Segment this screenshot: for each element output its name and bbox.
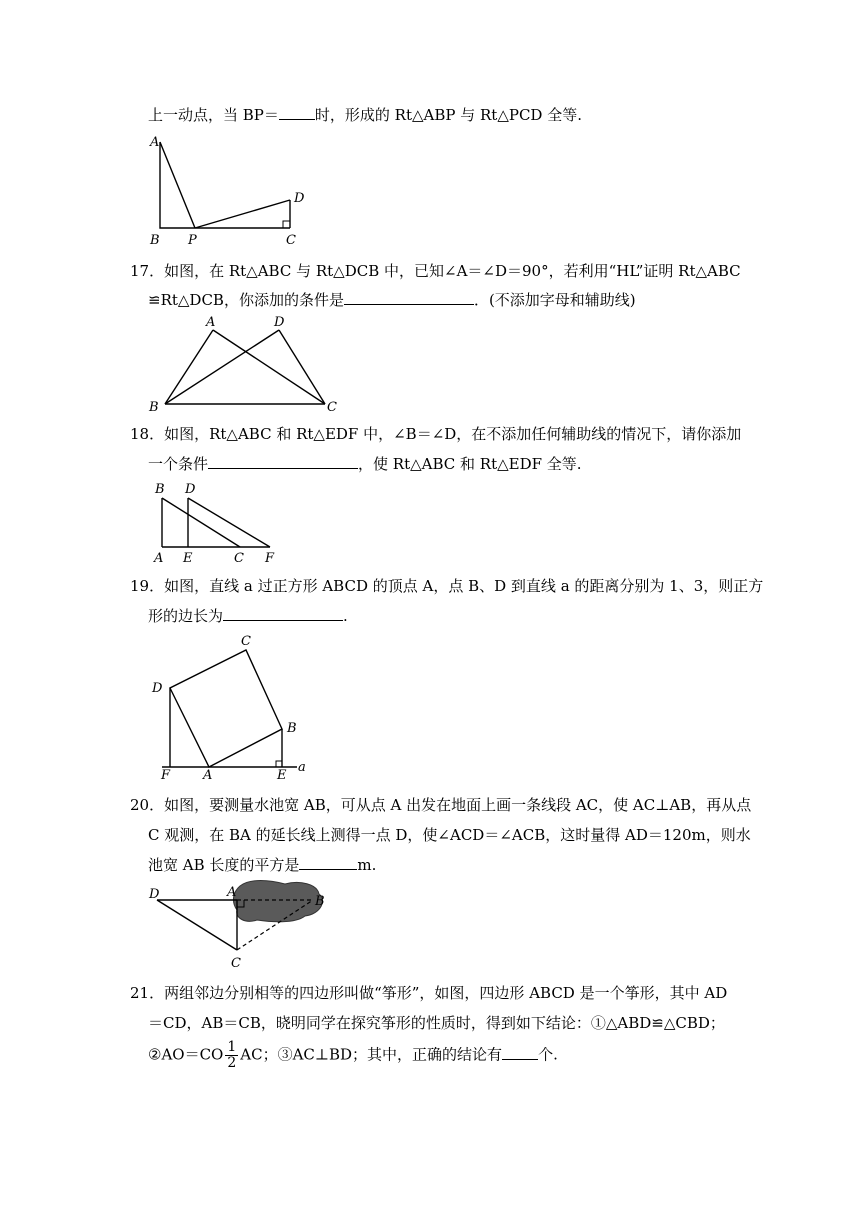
q21-frac-num: 1 [227,1039,237,1055]
q16-text-b: 时，形成的 Rt△ABP 与 Rt△PCD 全等. [314,106,582,124]
q18-label-d: D [185,482,196,497]
q21-frac-den: 2 [227,1055,237,1071]
q18-answer-blank[interactable] [208,454,358,469]
q20-figure [145,876,345,972]
q20-line3-b: m. [357,856,377,874]
q21-line3-c: 个. [538,1045,558,1064]
q17-label-d: D [274,315,285,330]
q20-label-c: C [231,956,241,971]
q18-label-a: A [154,551,164,566]
q16-label-p: P [188,233,197,248]
q17-line1: 17．如图，在 Rt△ABC 与 Rt△DCB 中，已知∠A＝∠D＝90°，若利用“HL”证明 Rt△ABC [130,262,741,280]
q17-figure [140,312,350,414]
q19-label-c: C [241,634,251,649]
q21-line3-a: ②AO＝CO [148,1045,224,1064]
q20-line2: C 观测，在 BA 的延长线上测得一点 D，使∠ACD＝∠ACB，这时量得 AD＝120m，则水 [148,826,751,844]
q19-label-d: D [152,681,163,696]
q17-answer-blank[interactable] [344,290,474,305]
q19-label-line-a: a [298,760,306,775]
q19-line2-a: 形的边长为 [148,607,224,625]
q20-label-d: D [149,887,160,902]
q17-line2-a: ≌Rt△DCB，你添加的条件是 [148,291,344,309]
q20-line1: 20．如图，要测量水池宽 AB，可从点 A 出发在地面上画一条线段 AC，使 AC⊥AB，再从点 [130,796,752,814]
q19-line2-b: . [343,607,348,625]
q17-label-a: A [206,315,216,330]
q16-text [148,104,582,125]
q16-label-b: B [150,233,160,248]
q19-line1: 19．如图，直线 a 过正方形 ABCD 的顶点 A，点 B、D 到直线 a 的距离分别为 1、3，则正方 [130,577,764,595]
q17-line2 [148,289,636,310]
q19-answer-blank[interactable] [223,606,343,621]
q18-line2 [148,453,582,474]
q21-line3-b: AC；③AC⊥BD；其中，正确的结论有 [240,1045,503,1064]
q19-label-e: E [277,768,287,780]
q18-label-c: C [234,551,244,566]
q19-label-f: F [161,768,171,780]
q19-label-a: A [203,768,213,780]
q19-line2 [148,605,348,626]
q18-line2-b: ，使 Rt△ABC 和 Rt△EDF 全等. [358,455,582,473]
q19-figure [145,630,315,780]
q19-label-b: B [287,721,297,736]
q21-line2: ＝CD，AB＝CB，晓明同学在探究筝形的性质时，得到如下结论：①△ABD≌△CBD； [148,1014,725,1032]
pond-shape [233,881,322,922]
q16-figure [140,130,320,250]
q21-answer-blank[interactable] [502,1045,538,1060]
q18-label-f: F [265,551,275,566]
q17-label-c: C [327,400,337,414]
q18-label-b: B [155,482,165,497]
q20-label-a: A [227,885,237,900]
q21-line1: 21．两组邻边分别相等的四边形叫做“筝形”，如图，四边形 ABCD 是一个筝形，其中 AD [130,984,728,1002]
q21-line3 [148,1040,558,1071]
q17-label-b: B [149,400,159,414]
q20-line3-a: 池宽 AB 长度的平方是 [148,856,300,874]
q16-text-a: 上一动点，当 BP＝ [148,106,279,124]
q20-label-b: B [315,894,325,909]
q20-line3 [148,854,376,875]
q16-label-c: C [286,233,296,248]
q20-answer-blank[interactable] [299,855,357,870]
q18-line1: 18．如图，Rt△ABC 和 Rt△EDF 中，∠B＝∠D，在不添加任何辅助线的情况下，请你添加 [130,425,742,443]
q16-label-a: A [150,135,160,150]
q18-label-e: E [183,551,193,566]
q16-answer-blank[interactable] [279,105,315,120]
q18-figure [145,478,295,568]
q21-fraction [225,1040,238,1071]
q18-line2-a: 一个条件 [148,455,209,473]
q17-line2-b: ．(不添加字母和辅助线) [473,291,636,309]
q16-label-d: D [294,191,305,206]
